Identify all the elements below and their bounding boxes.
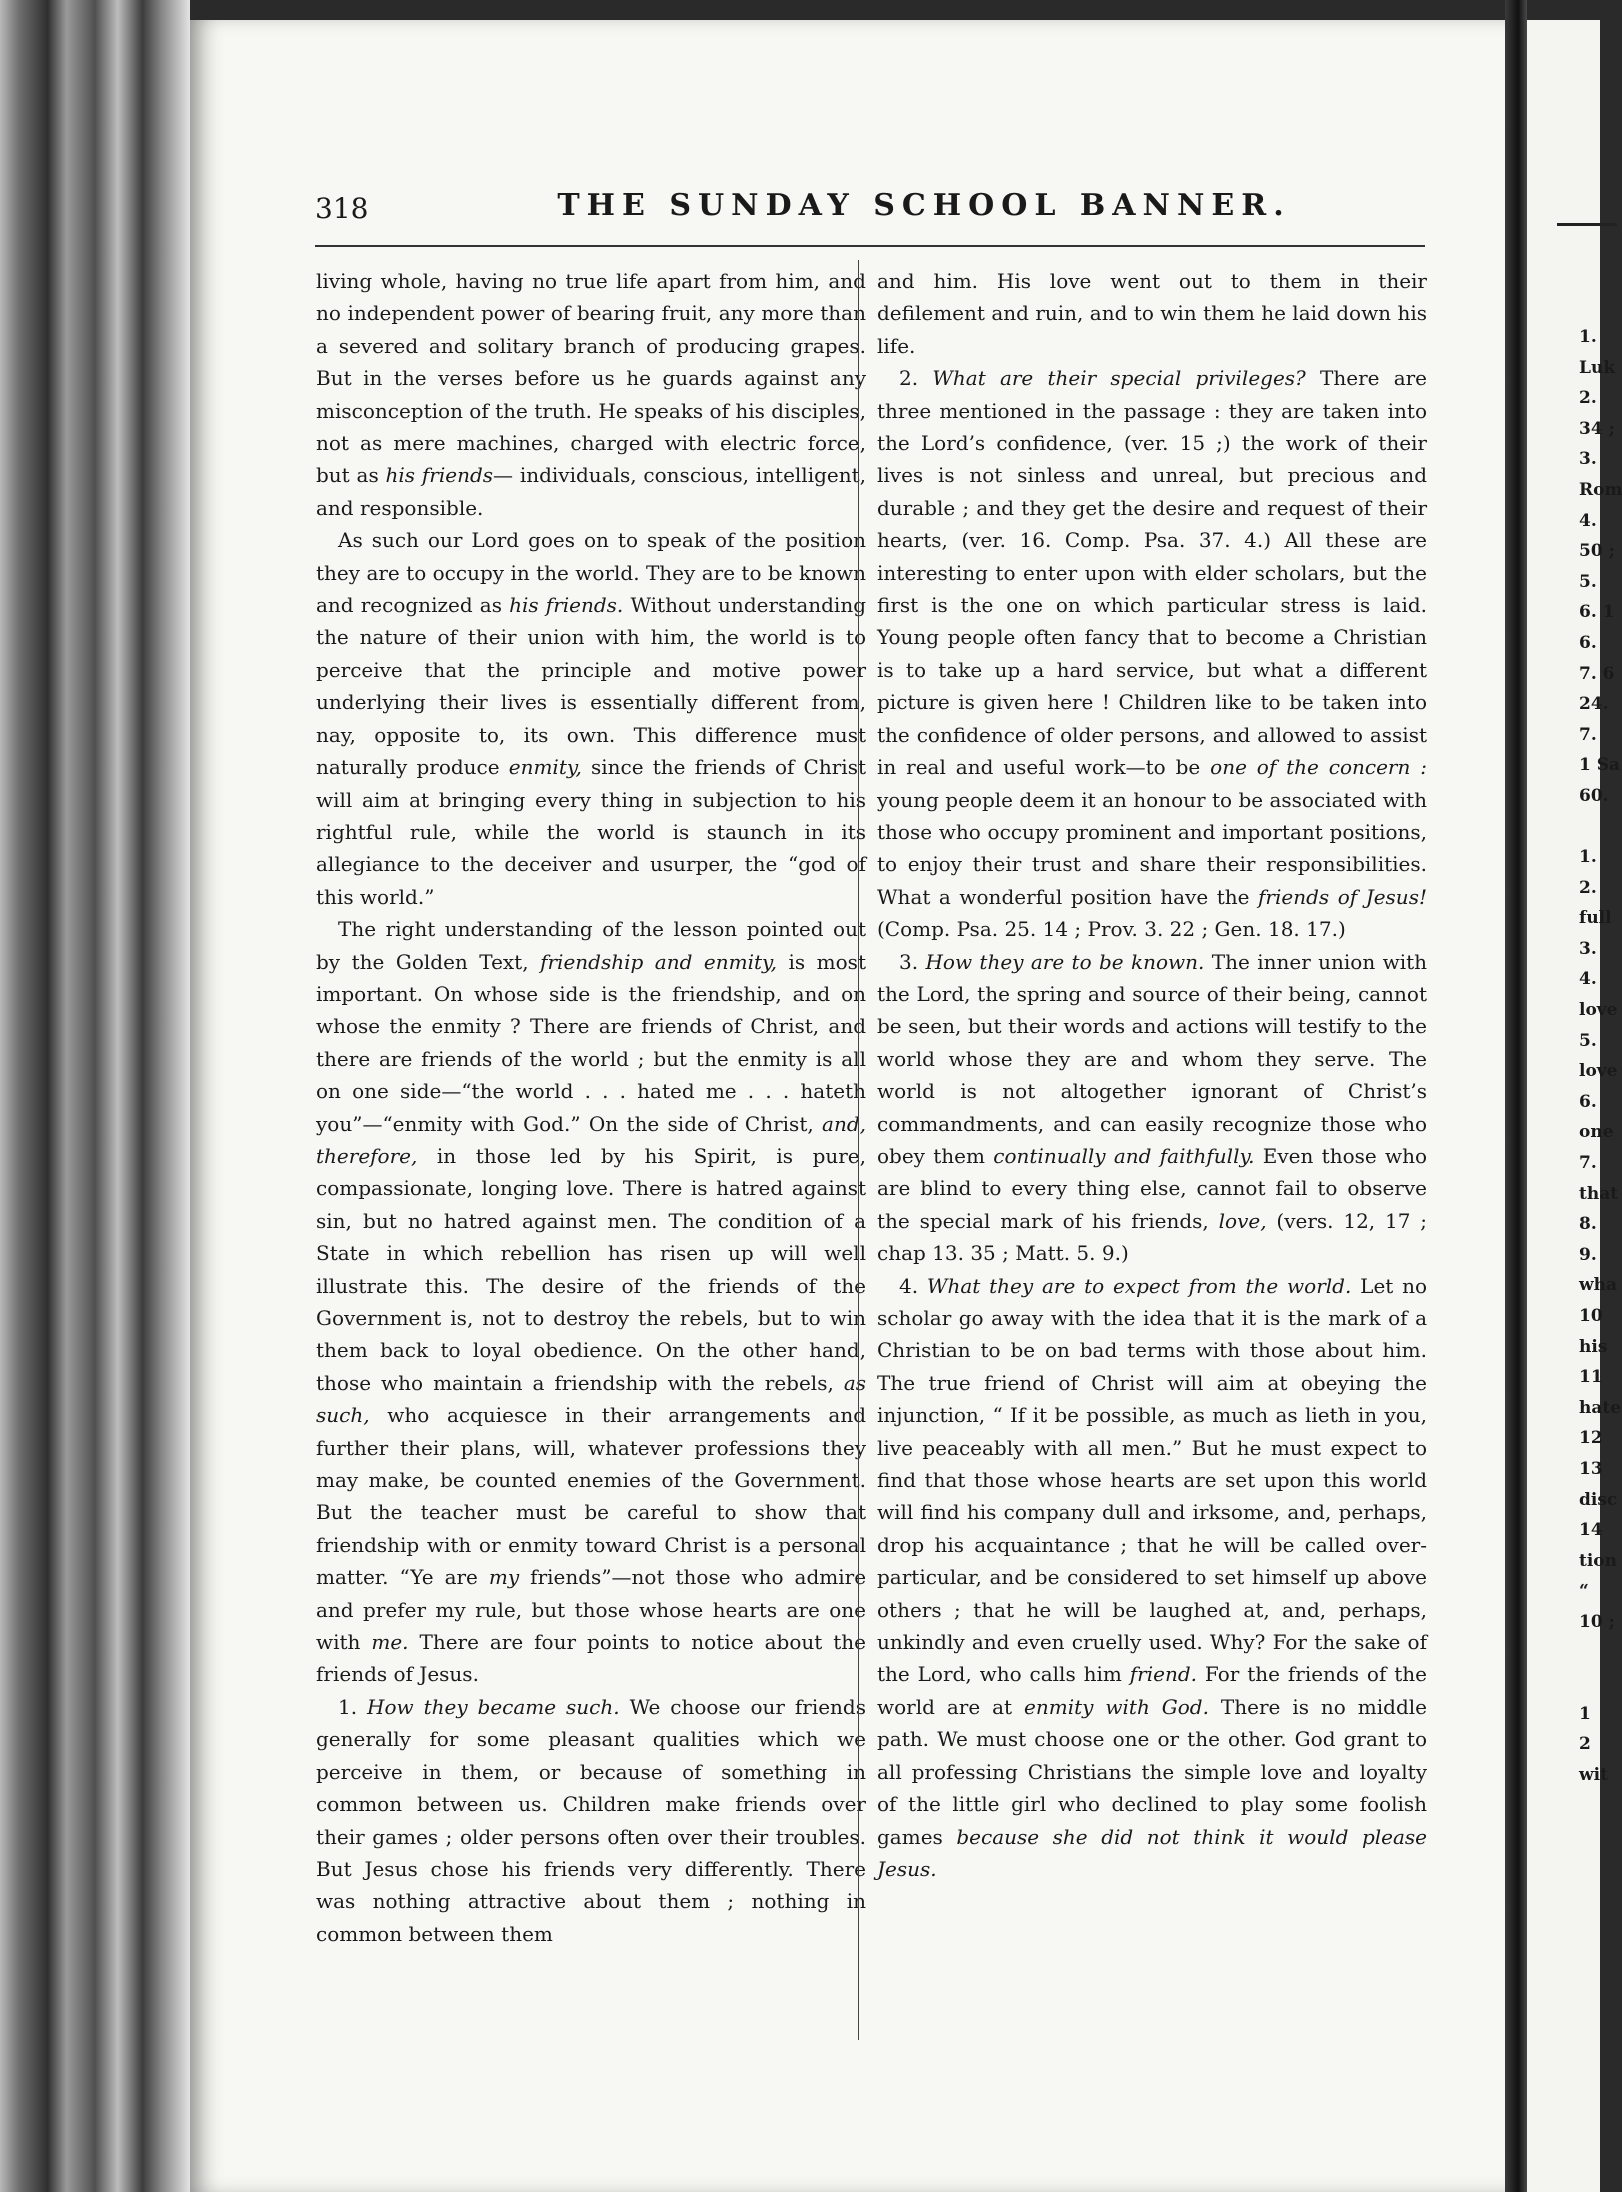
adjacent-fragment: 50 ; — [1579, 541, 1615, 562]
adjacent-fragment: one — [1579, 1122, 1614, 1143]
adjacent-page-text — [1579, 322, 1622, 1791]
book-page — [190, 20, 1505, 2192]
adjacent-fragment: 10 — [1579, 1306, 1603, 1326]
adjacent-fragment: 1 Sa — [1579, 755, 1621, 776]
adjacent-fragment: 6. — [1579, 1091, 1597, 1112]
adjacent-fragment: 13 — [1579, 1458, 1603, 1479]
left-column — [316, 265, 866, 1950]
adjacent-fragment: love — [1579, 1000, 1618, 1021]
adjacent-fragment: 1. — [1579, 847, 1597, 868]
adjacent-fragment: 2. — [1579, 388, 1597, 409]
adjacent-fragment: full — [1579, 908, 1612, 929]
adjacent-fragment: disc — [1579, 1489, 1618, 1510]
page-number: 318 — [315, 192, 369, 225]
adjacent-fragment: 9. — [1579, 1244, 1597, 1265]
adjacent-fragment: 4. — [1579, 510, 1597, 531]
column-divider — [858, 260, 859, 2040]
paragraph: 4. What they are to expect from the world. Let no scholar go away with the idea that it is the mark of a Christian to be on bad terms with those about him. The true friend of Christ will aim at obeying the injunction, “ If it be possible, as much as lieth in you, live peaceably with all men.” But he must expect to find that those whose hearts are set upon this world will find his company dull and irksome, and, perhaps, drop his acquaintance ; that he will be called over-particular, and be considered to set himself up above others ; that he will be laughed at, and, perhaps, unkindly and even cruelly used. Why? For the sake of the Lord, who calls him friend. For the friends of the world are at enmity with God. There is no middle path. We must choose one or the other. God grant to all professing Christians the simple love and loyalty of the little girl who declined to play some foolish games because she did not think it would please Jesus. — [877, 1273, 1428, 1881]
adjacent-fragment: “ — [1579, 1581, 1589, 1602]
adjacent-fragment: Rom — [1579, 479, 1622, 500]
adjacent-fragment: 6. 1 — [1579, 602, 1615, 623]
paragraph: 1. How they became such. We choose our friends generally for some pleasant qualities which we perceive in them, or because of something in common between us. Children make friends over their games ; older persons often over their troubles. But Jesus chose his friends very differently. There was nothing attractive about them ; nothing in common between them — [316, 1694, 867, 1946]
page-gutter — [1505, 0, 1527, 2192]
adjacent-fragment: wha — [1579, 1275, 1618, 1296]
adjacent-fragment: 11 — [1579, 1367, 1603, 1388]
paragraph: and him. His love went out to them in their defilement and ruin, and to win them he laid down his life. — [877, 269, 1427, 358]
adjacent-fragment: 8. — [1579, 1214, 1597, 1235]
adjacent-fragment: 3. — [1579, 449, 1597, 470]
adjacent-fragment: hate — [1579, 1397, 1622, 1418]
adjacent-fragment — [1579, 1668, 1601, 1699]
adjacent-fragment: 14 — [1579, 1520, 1603, 1541]
adjacent-page — [1527, 20, 1622, 2192]
adjacent-fragment: 1 — [1579, 1703, 1591, 1724]
book-binding — [0, 0, 190, 2192]
right-column — [877, 265, 1427, 1885]
adjacent-fragment — [1579, 812, 1601, 843]
adjacent-header-rule — [1557, 223, 1617, 226]
paragraph: As such our Lord goes on to speak of the position they are to occupy in the world. They are to be known and recognized as his friends. Without understanding the nature of their union with him, the world is to perceive that the principle and motive power underlying their lives is essentially different from, nay, opposite to, its own. This difference must naturally produce enmity, since the friends of Christ will aim at bringing every thing in subjection to his rightful rule, while the world is staunch in its allegiance to the deceiver and usurper, the “god of this world.” — [316, 528, 867, 909]
running-title: THE SUNDAY SCHOOL BANNER. — [557, 188, 1291, 223]
adjacent-fragment: that — [1579, 1183, 1619, 1204]
adjacent-fragment: 24. — [1579, 694, 1609, 715]
adjacent-fragment: 4. — [1579, 969, 1597, 990]
paragraph: 2. What are their special privileges? There are three mentioned in the passage : they are taken into the Lord’s confidence, (ver. 15 ;) the work of their lives is not sinless and unreal, but precious and durable ; and they get the desire and request of their hearts, (ver. 16. Comp. Psa. 37. 4.) All these are interesting to enter upon with elder scholars, but the first is the one on which particular stress is laid. Young people often fancy that to become a Christian is to take up a hard service, but what a different picture is given here ! Children like to be taken into the confidence of older persons, and allowed to assist in real and useful work—to be one of the concern : young people deem it an honour to be associated with those who occupy prominent and important positions, to enjoy their trust and share their responsibilities. What a wonderful position have the friends of Jesus! (Comp. Psa. 25. 14 ; Prov. 3. 22 ; Gen. 18. 17.) — [877, 366, 1428, 942]
paragraph: The right understanding of the lesson pointed out by the Golden Text, friendship and enmity, is most important. On whose side is the friendship, and on whose the enmity ? There are friends of Christ, and there are friends of the world ; but the enmity is all on one side—“the world . . . hated me . . . hateth you”—“enmity with God.” On the side of Christ, and, therefore, in those led by his Spirit, is pure, compassionate, longing love. There is hatred against sin, but no hatred against men. The condition of a State in which rebellion has risen up will well illustrate this. The desire of the friends of the Government is, not to destroy the rebels, but to win them back to loyal obedience. On the other hand, those who maintain a friendship with the rebels, as such, who acquiesce in their arrangements and further their plans, will, whatever professions they may make, be counted enemies of the Government. But the teacher must be careful to show that friendship with or enmity toward Christ is a personal matter. “Ye are my friends”—not those who admire and prefer my rule, but those whose hearts are one with me. There are four points to notice about the friends of Jesus. — [316, 917, 867, 1687]
adjacent-fragment: Luk — [1579, 357, 1616, 378]
paragraph: 3. How they are to be known. The inner union with the Lord, the spring and source of their being, cannot be seen, but their words and actions will testify to the world whose they are and whom they serve. The world is not altogether ignorant of Christ’s commandments, and can easily recognize those who obey them continually and faithfully. Even those who are blind to every thing else, cannot fail to observe the special mark of his friends, love, (vers. 12, 17 ; chap 13. 35 ; Matt. 5. 9.) — [877, 949, 1428, 1266]
page-header — [315, 188, 1435, 238]
adjacent-fragment: 5. — [1579, 571, 1597, 592]
adjacent-fragment: his — [1579, 1336, 1608, 1357]
adjacent-fragment: 5. — [1579, 1030, 1597, 1051]
adjacent-fragment: 2 — [1579, 1734, 1591, 1755]
adjacent-fragment: tion — [1579, 1550, 1618, 1571]
paragraph: living whole, having no true life apart from him, and no independent power of bearing fruit, any more than a severed and solitary branch of producing grapes. But in the verses before us he guards against any misconception of the truth. He speaks of his disciples, not as mere machines, charged with electric force, but as his friends— individuals, conscious, intelligent, and responsible. — [316, 269, 867, 520]
adjacent-fragment: 12 — [1579, 1428, 1603, 1449]
adjacent-fragment — [1579, 1638, 1601, 1669]
adjacent-fragment: 34 ; — [1579, 418, 1615, 439]
adjacent-fragment: 7. — [1579, 1153, 1597, 1174]
adjacent-fragment: 3. — [1579, 938, 1597, 959]
adjacent-fragment: 6. — [1579, 632, 1597, 653]
header-rule — [315, 245, 1425, 247]
adjacent-fragment: 2. — [1579, 877, 1597, 898]
adjacent-fragment: 10 ; — [1579, 1611, 1615, 1632]
adjacent-fragment: wit — [1579, 1764, 1608, 1785]
adjacent-fragment: 1. — [1579, 327, 1597, 347]
adjacent-fragment: 60. — [1579, 785, 1609, 806]
adjacent-fragment: 7. 6 — [1579, 663, 1615, 684]
adjacent-fragment: 7. — [1579, 724, 1597, 745]
adjacent-fragment: love — [1579, 1061, 1618, 1082]
